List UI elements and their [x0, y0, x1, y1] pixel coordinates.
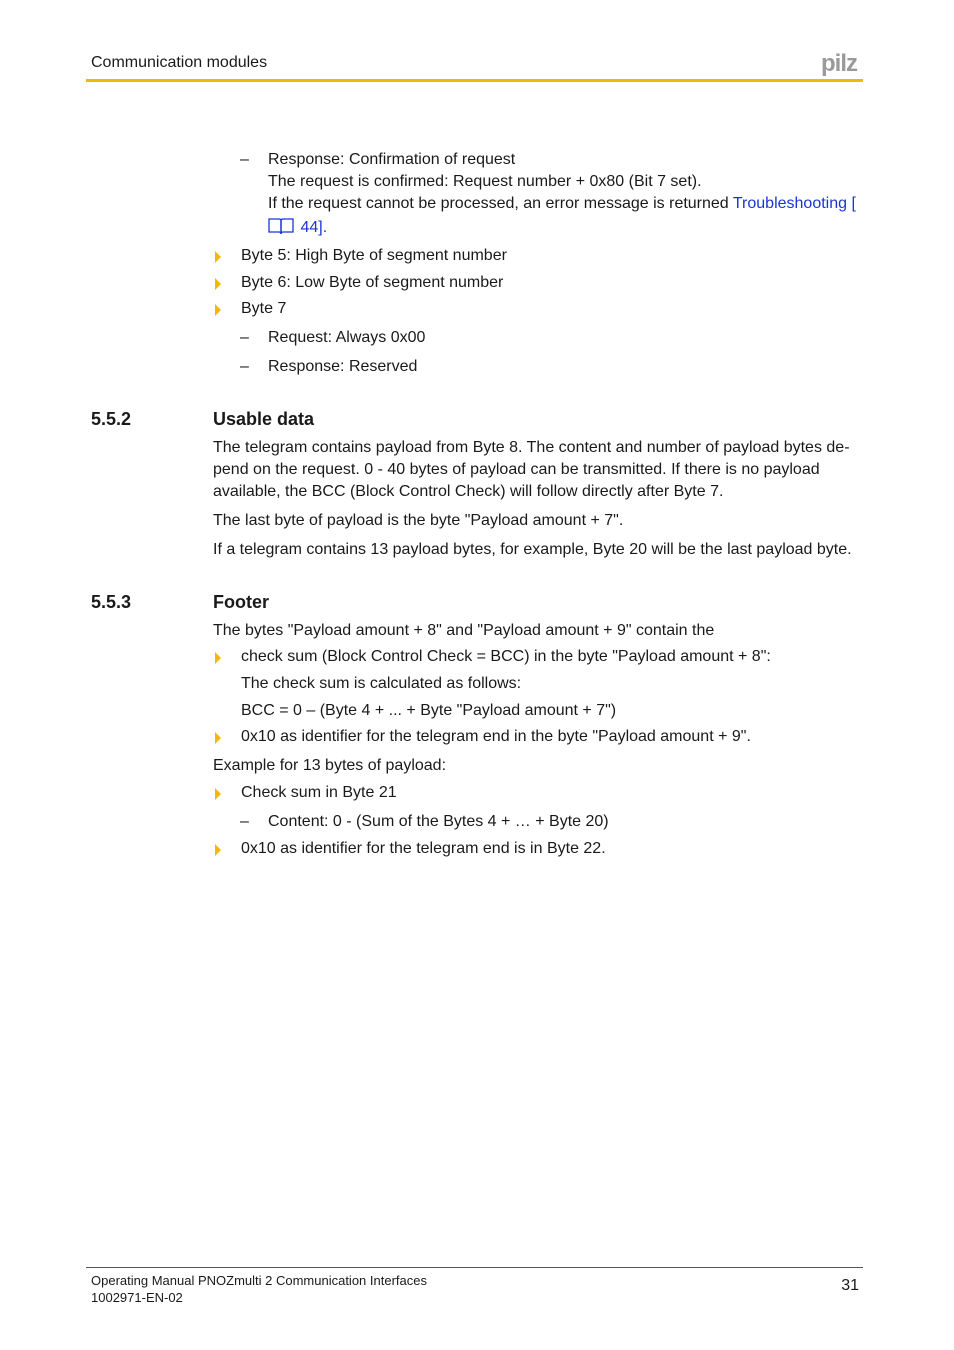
paragraph: If a telegram contains 13 payload bytes, for example, Byte 20 will be the last payload byte. — [213, 541, 852, 558]
list-item-identifier: 0x10 as identifier for the telegram end in the byte "Payload amount + 9". — [241, 728, 751, 745]
bullet-marker — [215, 732, 221, 744]
bullet-marker — [215, 788, 221, 800]
paragraph: The last byte of payload is the byte "Payload amount + 7". — [213, 512, 624, 529]
byte7-request: Request: Always 0x00 — [268, 329, 426, 346]
paragraph-line: pend on the request. 0 - 40 bytes of payload can be transmitted. If there is no payload — [213, 461, 820, 478]
svg-text:pilz: pilz — [821, 51, 857, 77]
response-detail: The request is confirmed: Request number + 0x80 (Bit 7 set). — [268, 173, 702, 190]
example-content: Content: 0 - (Sum of the Bytes 4 + … + Byte 20) — [268, 813, 609, 830]
paragraph: Example for 13 bytes of payload: — [213, 757, 447, 774]
section-number: 5.5.2 — [91, 409, 132, 429]
paragraph: The bytes "Payload amount + 8" and "Payload amount + 9" contain the — [213, 622, 715, 639]
bullet-marker — [215, 304, 221, 316]
footer-doc-id: 1002971-EN-02 — [91, 1290, 183, 1305]
book-icon — [268, 217, 294, 235]
link-period: . — [322, 219, 328, 236]
pilz-logo — [820, 51, 864, 77]
dash-marker: – — [240, 151, 249, 168]
footer-rule — [86, 1267, 863, 1268]
header-rule — [86, 79, 863, 82]
section-title: Usable data — [213, 409, 315, 429]
paragraph-line: The telegram contains payload from Byte 8. The content and number of payload bytes de- — [213, 439, 850, 456]
bullet-marker — [215, 652, 221, 664]
dash-marker: – — [240, 358, 249, 375]
list-item-byte5: Byte 5: High Byte of segment number — [241, 247, 507, 264]
page-number: 31 — [841, 1277, 859, 1294]
troubleshooting-link[interactable]: Troubleshooting [ — [732, 195, 856, 212]
footer-manual-title: Operating Manual PNOZmulti 2 Communication Interfaces — [91, 1273, 427, 1288]
section-number: 5.5.3 — [91, 592, 132, 612]
troubleshooting-link-line2[interactable] — [268, 217, 327, 239]
response-error-prefix: If the request cannot be processed, an error message is returned — [268, 195, 733, 212]
paragraph-line: available, the BCC (Block Control Check) will follow directly after Byte 7. — [213, 483, 724, 500]
running-header: Communication modules — [91, 54, 268, 71]
section-title: Footer — [213, 592, 269, 612]
checksum-note: The check sum is calculated as follows: — [241, 675, 522, 692]
list-item-example-identifier: 0x10 as identifier for the telegram end is in Byte 22. — [241, 840, 606, 857]
checksum-formula: BCC = 0 – (Byte 4 + ... + Byte "Payload amount + 7") — [241, 702, 617, 719]
list-item-byte6: Byte 6: Low Byte of segment number — [241, 274, 504, 291]
dash-marker: – — [240, 813, 249, 830]
list-item-example-checksum: Check sum in Byte 21 — [241, 784, 397, 801]
response-error-text — [268, 193, 856, 215]
list-item-byte7: Byte 7 — [241, 300, 287, 317]
bullet-marker — [215, 278, 221, 290]
byte7-response: Response: Reserved — [268, 358, 418, 375]
troubleshooting-link-page[interactable]: 44] — [296, 219, 323, 236]
bullet-marker — [215, 251, 221, 263]
bullet-marker — [215, 844, 221, 856]
dash-marker: – — [240, 329, 249, 346]
list-item-checksum: check sum (Block Control Check = BCC) in the byte "Payload amount + 8": — [241, 648, 771, 665]
response-item: Response: Confirmation of request — [268, 151, 516, 168]
